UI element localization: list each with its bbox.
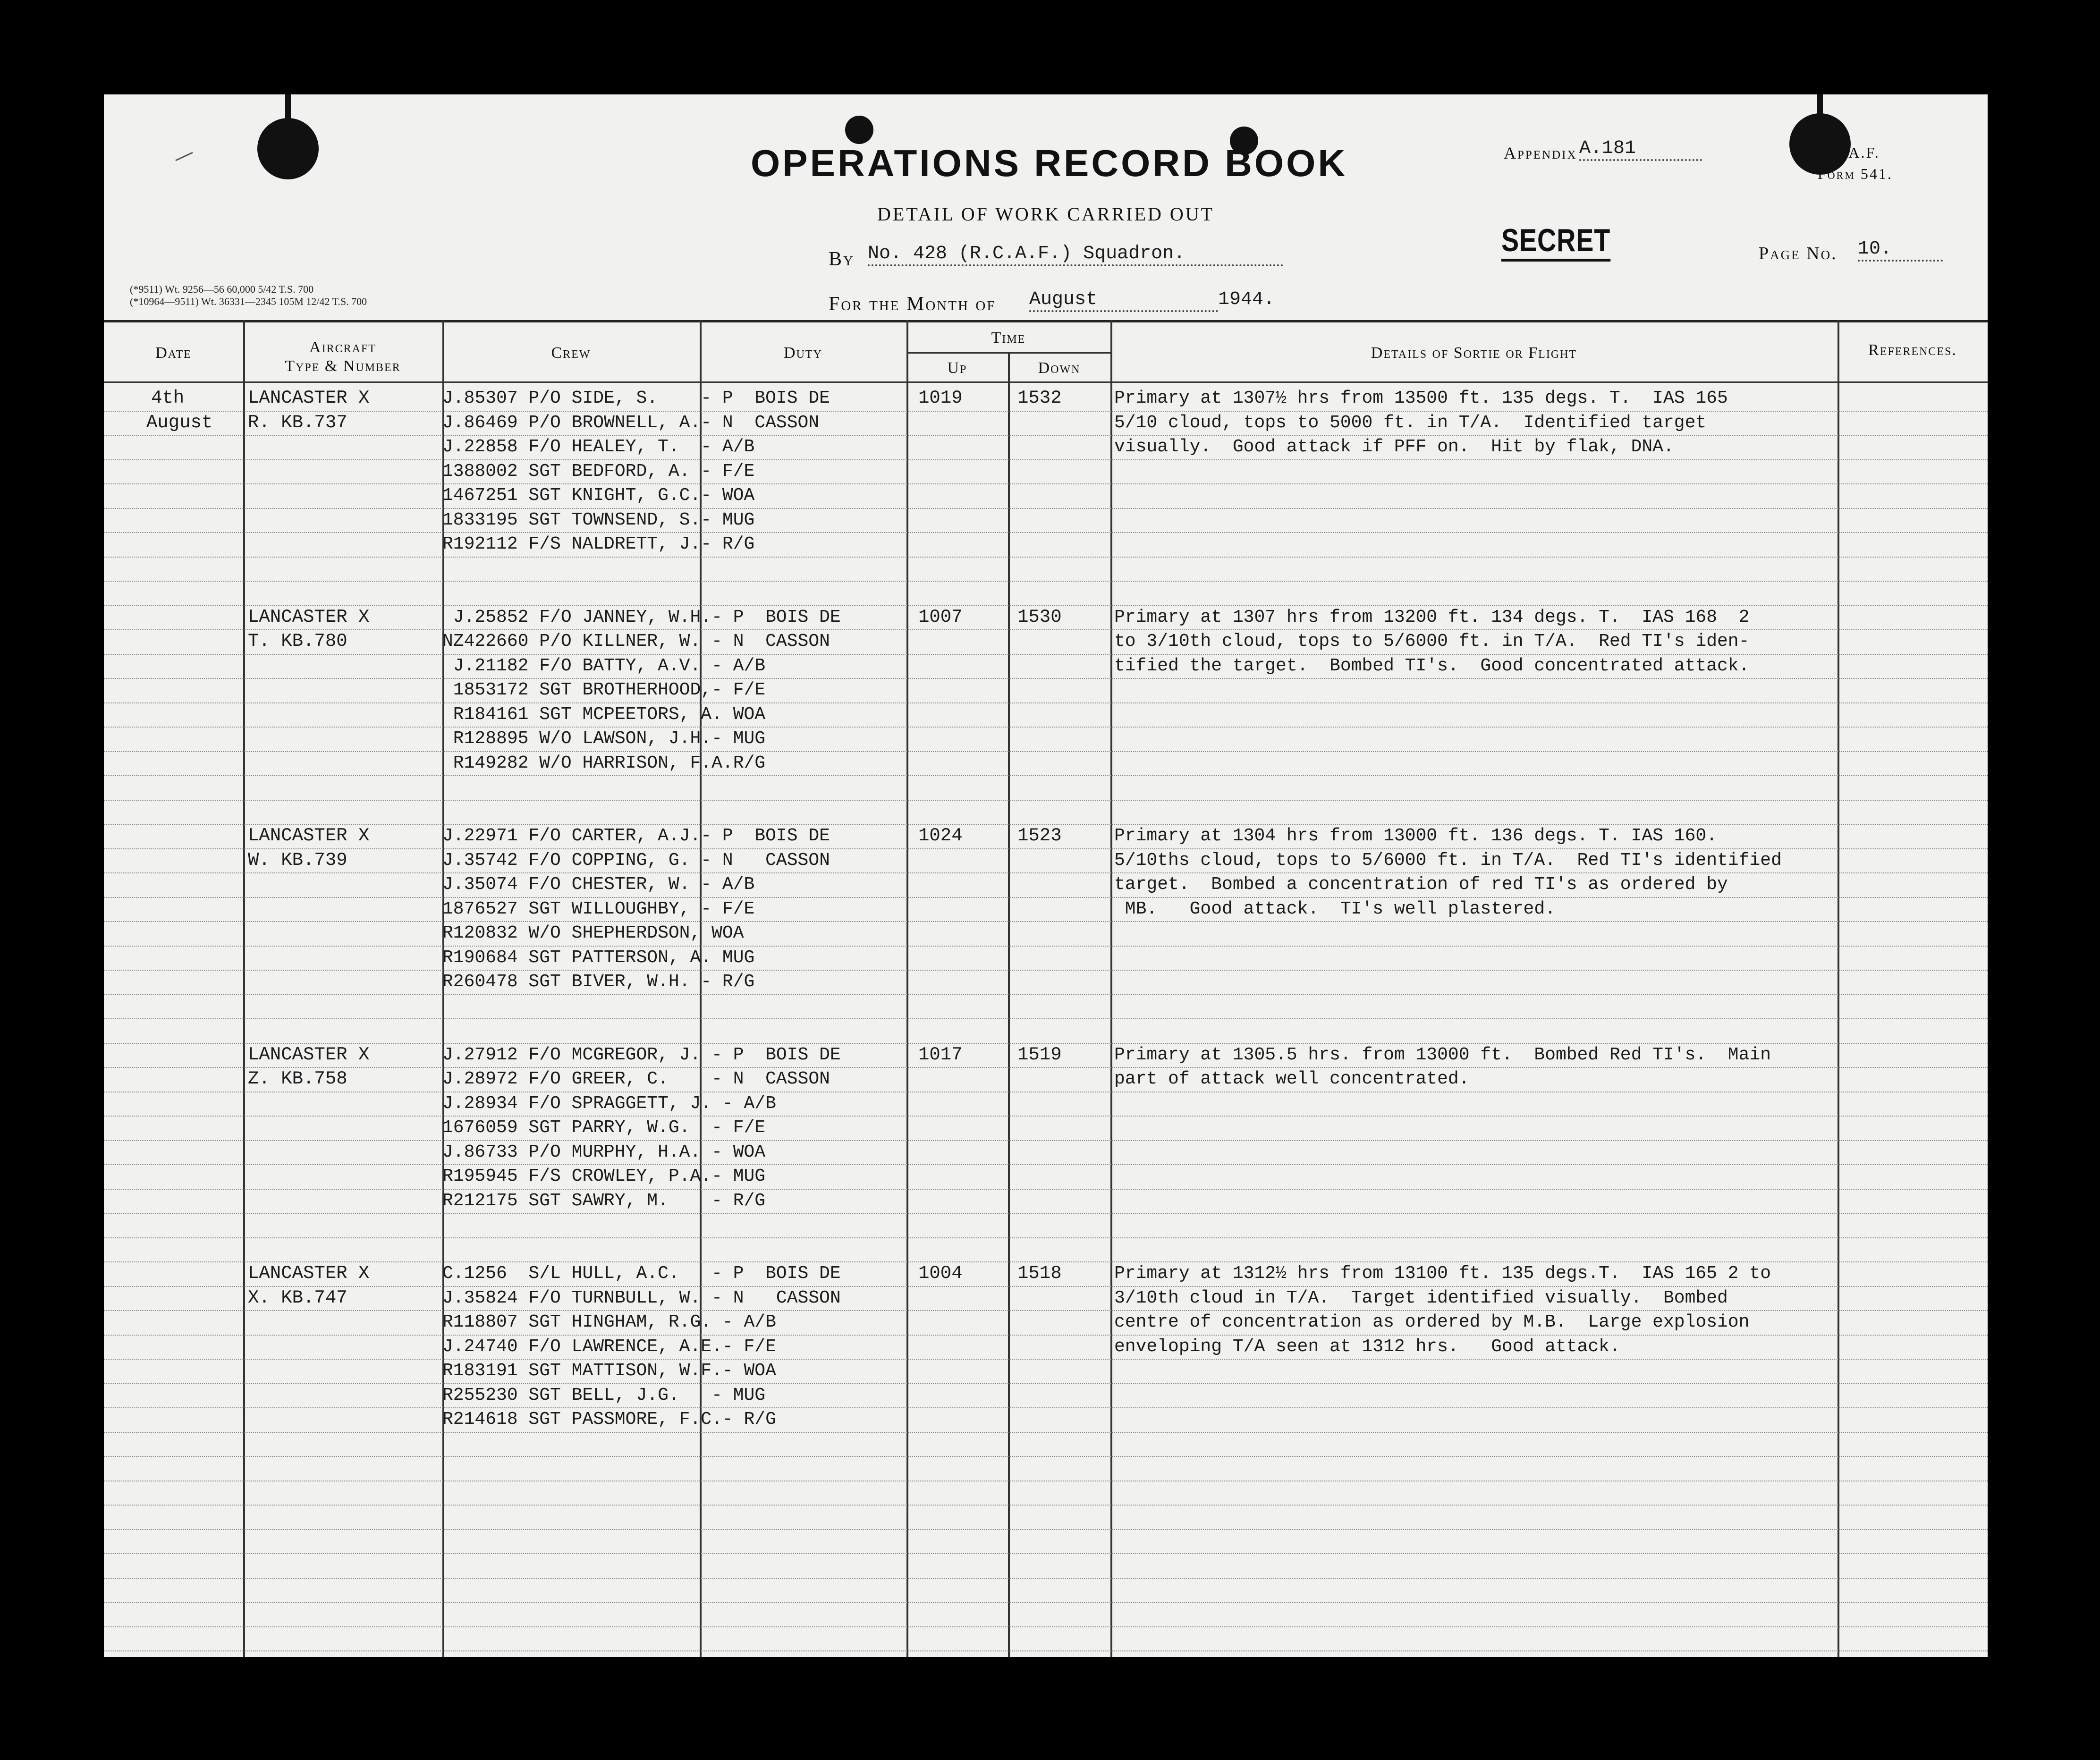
crew-line: 1388002 SGT BEDFORD, A. - F/E — [442, 461, 755, 482]
crew-line: R184161 SGT MCPEETORS, A. WOA — [442, 704, 766, 725]
aircraft-type: LANCASTER X — [248, 1044, 370, 1065]
time-up: 1004 — [918, 1263, 963, 1284]
appendix-value: A.181 — [1579, 138, 1702, 161]
aircraft-number: W. KB.739 — [248, 849, 347, 871]
ruled-line — [104, 1067, 1988, 1068]
ruled-line — [104, 921, 1988, 922]
detail-line: part of attack well concentrated. — [1114, 1069, 1470, 1089]
table-top-rule — [104, 320, 1988, 322]
detail-line: 5/10 cloud, tops to 5000 ft. in T/A. Identified target — [1114, 412, 1707, 433]
ruled-line — [104, 727, 1988, 728]
ruled-line — [104, 1116, 1988, 1117]
ruled-line — [104, 1456, 1988, 1457]
squadron-value: No. 428 (R.C.A.F.) Squadron. — [868, 243, 1283, 266]
ruled-line — [104, 1383, 1988, 1384]
col-date: Date — [155, 344, 192, 362]
time-down: 1530 — [1017, 606, 1062, 627]
time-up: 1019 — [918, 388, 963, 408]
crew-line: R192112 F/S NALDRETT, J.- R/G — [442, 534, 755, 554]
crew-line: J.21182 F/O BATTY, A.V. - A/B — [442, 655, 766, 676]
col-time-up: Up — [947, 359, 967, 377]
ruled-line — [104, 1189, 1988, 1190]
time-up: 1007 — [918, 606, 963, 627]
ruled-line — [104, 1553, 1988, 1554]
crew-line: R195945 F/S CROWLEY, P.A.- MUG — [442, 1166, 766, 1186]
month-value: August — [1029, 289, 1218, 312]
secret-stamp: SECRET — [1501, 222, 1610, 262]
crew-line: J.22858 F/O HEALEY, T. - A/B — [442, 437, 755, 457]
page-subtitle: DETAIL OF WORK CARRIED OUT — [877, 203, 1215, 225]
time-down: 1518 — [1017, 1263, 1062, 1284]
col-aircraft-2: Type & Number — [285, 357, 401, 375]
time-down: 1523 — [1017, 825, 1062, 846]
raf-label: R.A.F. — [1832, 144, 1880, 161]
detail-line: to 3/10th cloud, tops to 5/6000 ft. in T/A. Red TI's iden- — [1114, 631, 1750, 652]
crew-line: J.22971 F/O CARTER, A.J.- P BOIS DE — [442, 826, 830, 846]
ruled-line — [104, 1407, 1988, 1408]
ruled-line — [104, 1626, 1988, 1627]
crew-line: J.28972 F/O GREER, C. - N CASSON — [442, 1069, 830, 1089]
crew-line: 1853172 SGT BROTHERHOOD,- F/E — [442, 680, 766, 700]
crew-line: 1833195 SGT TOWNSEND, S.- MUG — [442, 509, 755, 530]
crew-line: C.1256 S/L HULL, A.C. - P BOIS DE — [442, 1263, 841, 1284]
year-value: 1944. — [1218, 289, 1275, 310]
crew-line: R260478 SGT BIVER, W.H. - R/G — [442, 972, 755, 992]
punch-dot-center — [845, 116, 873, 144]
aircraft-type: LANCASTER X — [248, 1263, 370, 1284]
ruled-line — [104, 1505, 1988, 1506]
binder-slot-right — [1817, 94, 1823, 137]
ruled-line — [104, 1140, 1988, 1141]
detail-line: centre of concentration as ordered by M.B. Large explosion — [1114, 1312, 1750, 1332]
ruled-line — [104, 557, 1988, 558]
ruled-line — [104, 1335, 1988, 1336]
time-down: 1532 — [1017, 388, 1062, 408]
col-details: Details of Sortie or Flight — [1371, 344, 1577, 362]
detail-line: Primary at 1307 hrs from 13200 ft. 134 degs. T. IAS 168 2 — [1114, 607, 1750, 627]
ruled-line — [104, 1359, 1988, 1360]
crew-line: J.86733 P/O MURPHY, H.A. - WOA — [442, 1142, 766, 1162]
time-down: 1519 — [1017, 1044, 1062, 1065]
ruled-line — [104, 775, 1988, 776]
ruled-line — [104, 1213, 1988, 1214]
page-number-label: Page No. — [1759, 244, 1838, 263]
col-time: Time — [991, 329, 1026, 347]
time-up: 1024 — [918, 825, 963, 846]
ruled-line — [104, 435, 1988, 436]
entry-date-month: August — [146, 412, 213, 433]
crew-line: 1876527 SGT WILLOUGHBY, - F/E — [442, 898, 755, 919]
col-divider-5 — [1008, 352, 1010, 1657]
col-crew: Crew — [551, 344, 591, 362]
crew-line: NZ422660 P/O KILLNER, W. - N CASSON — [442, 631, 830, 652]
ruled-line — [104, 702, 1988, 703]
crew-line: R118807 SGT HINGHAM, R.G. - A/B — [442, 1312, 776, 1332]
detail-line: target. Bombed a concentration of red TI's as ordered by — [1114, 874, 1728, 895]
time-up: 1017 — [918, 1044, 963, 1065]
print-line-1: (*9511) Wt. 9256—56 60,000 5/42 T.S. 700 — [130, 283, 314, 295]
aircraft-number: R. KB.737 — [248, 412, 347, 433]
aircraft-number: T. KB.780 — [248, 631, 347, 652]
crew-line: J.27912 F/O MCGREGOR, J. - P BOIS DE — [442, 1044, 841, 1065]
ruled-line — [104, 1018, 1988, 1019]
ruled-line — [104, 970, 1988, 971]
month-label: For the Month of — [829, 293, 996, 315]
crew-line: J.28934 F/O SPRAGGETT, J. - A/B — [442, 1093, 776, 1114]
crew-line: J.35742 F/O COPPING, G. - N CASSON — [442, 850, 830, 871]
by-label: By — [829, 248, 855, 270]
detail-line: tified the target. Bombed TI's. Good concentrated attack. — [1114, 655, 1750, 676]
col-references: References. — [1868, 341, 1957, 359]
binder-slot-left — [285, 94, 291, 137]
crew-line: R190684 SGT PATTERSON, A. MUG — [442, 947, 755, 968]
crew-line: R183191 SGT MATTISON, W.F.- WOA — [442, 1361, 776, 1381]
ruled-line — [104, 994, 1988, 995]
sortie-table — [104, 320, 1988, 1657]
header-bottom-rule — [104, 381, 1988, 383]
ruled-line — [104, 532, 1988, 533]
ruled-line — [104, 751, 1988, 752]
ruled-line — [104, 459, 1988, 460]
ruled-line — [104, 1529, 1988, 1530]
crew-line: J.24740 F/O LAWRENCE, A.E.- F/E — [442, 1336, 776, 1357]
ruled-line — [104, 1432, 1988, 1433]
detail-line: 5/10ths cloud, tops to 5/6000 ft. in T/A. Red TI's identified — [1114, 850, 1782, 871]
detail-line: 3/10th cloud in T/A. Target identified visually. Bombed — [1114, 1287, 1728, 1308]
detail-line: Primary at 1307½ hrs from 13500 ft. 135 degs. T. IAS 165 — [1114, 388, 1728, 408]
crew-line: J.25852 F/O JANNEY, W.H.- P BOIS DE — [442, 607, 841, 627]
detail-line: Primary at 1305.5 hrs. from 13000 ft. Bombed Red TI's. Main — [1114, 1044, 1771, 1065]
col-time-down: Down — [1038, 359, 1081, 377]
page-title: OPERATIONS RECORD BOOK — [751, 142, 1348, 184]
aircraft-number: X. KB.747 — [248, 1287, 347, 1308]
crew-line: R214618 SGT PASSMORE, F.C.- R/G — [442, 1409, 776, 1430]
crew-line: R255230 SGT BELL, J.G. - MUG — [442, 1385, 766, 1405]
col-aircraft-1: Aircraft — [309, 338, 376, 356]
ruled-line — [104, 508, 1988, 509]
ruled-line — [104, 897, 1988, 898]
col-duty: Duty — [784, 344, 822, 362]
crew-line: J.86469 P/O BROWNELL, A.- N CASSON — [442, 412, 820, 433]
appendix-label: Appendix — [1504, 144, 1577, 162]
ruled-line — [104, 946, 1988, 947]
aircraft-type: LANCASTER X — [248, 606, 370, 627]
crew-line: J.85307 P/O SIDE, S. - P BOIS DE — [442, 388, 830, 408]
print-line-2: (*10964—9511) Wt. 36331—2345 105M 12/42 T.S. 700 — [130, 296, 367, 307]
crew-line: R120832 W/O SHEPHERDSON, WOA — [442, 923, 744, 943]
crew-line: 1467251 SGT KNIGHT, G.C.- WOA — [442, 485, 755, 506]
detail-line: Primary at 1312½ hrs from 13100 ft. 135 degs.T. IAS 165 2 to — [1114, 1263, 1771, 1284]
aircraft-number: Z. KB.758 — [248, 1068, 347, 1089]
crew-line: J.35074 F/O CHESTER, W. - A/B — [442, 874, 755, 895]
ruled-line — [104, 1578, 1988, 1579]
crew-line: 1676059 SGT PARRY, W.G. - F/E — [442, 1117, 766, 1138]
ruled-line — [104, 1237, 1988, 1238]
ruled-line — [104, 1650, 1988, 1651]
detail-line: visually. Good attack if PFF on. Hit by flak, DNA. — [1114, 437, 1674, 457]
ruled-line — [104, 800, 1988, 801]
detail-line: MB. Good attack. TI's well plastered. — [1114, 898, 1556, 919]
crew-line: R212175 SGT SAWRY, M. - R/G — [442, 1190, 766, 1211]
ruled-line — [104, 678, 1988, 679]
page-number-value: 10. — [1858, 238, 1943, 262]
print-reference — [130, 283, 367, 308]
aircraft-type: LANCASTER X — [248, 825, 370, 846]
detail-line: Primary at 1304 hrs from 13000 ft. 136 degs. T. IAS 160. — [1114, 826, 1718, 846]
crew-line: R128895 W/O LAWSON, J.H.- MUG — [442, 728, 766, 749]
ruled-line — [104, 483, 1988, 484]
ruled-line — [104, 1602, 1988, 1603]
ruled-line — [104, 1164, 1988, 1165]
form-number: Form 541. — [1818, 165, 1893, 182]
crew-line: J.35824 F/O TURNBULL, W. - N CASSON — [442, 1287, 841, 1308]
ruled-line — [104, 581, 1988, 582]
crew-line: R149282 W/O HARRISON, F.A.R/G — [442, 753, 766, 773]
entry-date: 4th — [151, 388, 185, 408]
aircraft-type: LANCASTER X — [248, 388, 370, 408]
detail-line: enveloping T/A seen at 1312 hrs. Good attack. — [1114, 1336, 1620, 1357]
